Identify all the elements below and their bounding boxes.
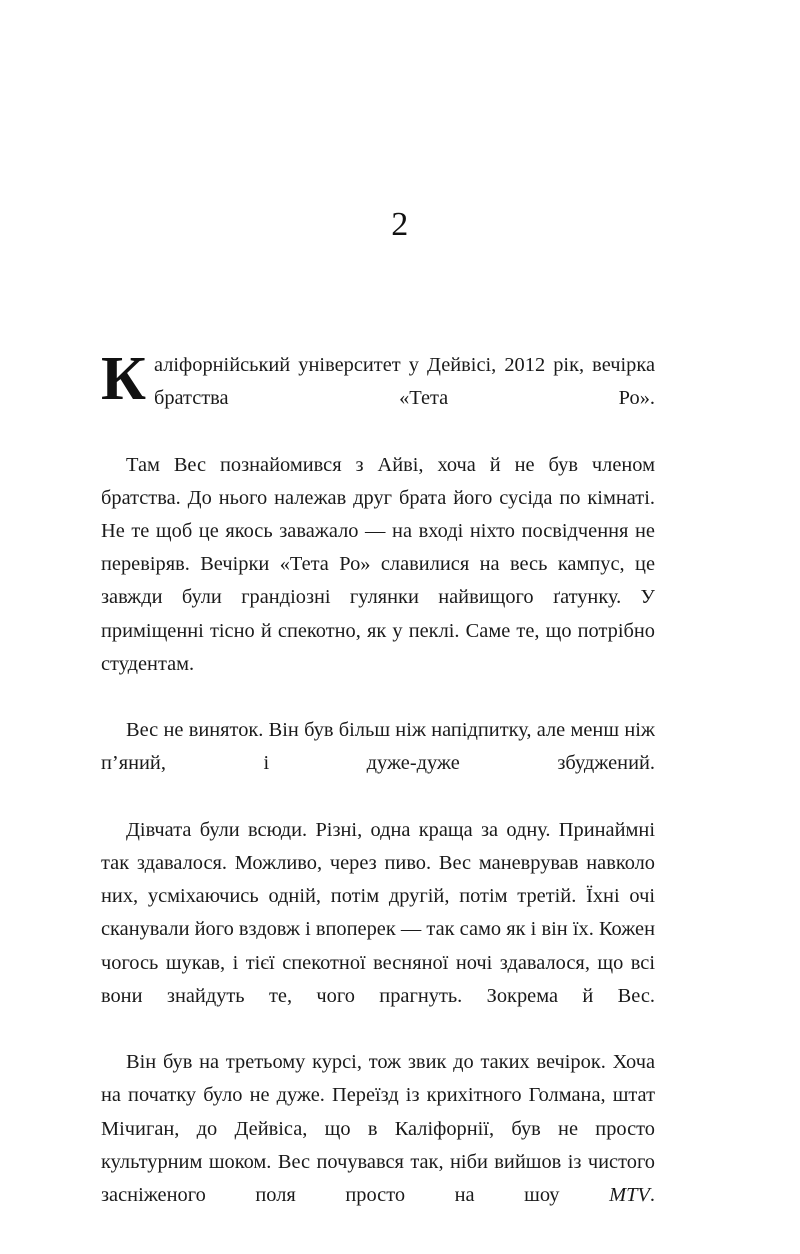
paragraph-2	[101, 449, 655, 715]
paragraph-opening	[101, 345, 655, 449]
paragraph-4	[101, 814, 655, 1046]
paragraph-text: Дівчата були всюди. Різні, одна краща за одну. Принаймні так здавалося. Можливо, через пиво. Вес маневрував навколо них, усміхаючись одній, потім другій, потім третій. Їхні очі сканували його вздовж і впоперек — так само як і він їх. Кожен чогось шукав, і тієї спекотної весняної ночі здавалося, що всі вони знайдуть те, чого прагнуть. Зокрема й Вес.	[101, 818, 655, 1007]
paragraph-text: Там Вес познайомився з Айві, хоча й не був членом братства. До нього належав друг брата його сусіда по кімнаті. Не те щоб це якось заважало — на вході ніхто посвідчення не перевіряв. Вечірки «Тета Ро» славилися на весь кампус, це завжди були грандіозні гулянки найвищого ґатунку. У приміщенні тісно й спекотно, як у пеклі. Саме те, що потрібно студентам.	[101, 453, 655, 675]
paragraph-5	[101, 1046, 655, 1245]
body-text	[101, 345, 655, 1245]
italic-title-mtv: MTV	[609, 1184, 650, 1207]
drop-cap-initial: К	[101, 345, 146, 413]
paragraph-text: Він був на третьому курсі, тож звик до таких вечірок. Хоча на початку було не дуже. Переїзд із крихітного Голмана, штат Мічиган, до Дейвіса, що в Каліфорнії, був не просто культурним шоком. Вес почувався так, ніби вийшов із чистого засніженого поля просто на шоу	[101, 1051, 655, 1207]
paragraph-text-tail: .	[649, 1184, 655, 1207]
paragraph-text: аліфорнійський університет у Дейвісі, 2012 рік, вечірка братства «Тета Ро».	[153, 354, 655, 410]
paragraph-3	[101, 714, 655, 814]
chapter-number: 2	[391, 206, 409, 243]
paragraph-text: Вес не виняток. Він був більш ніж напідпитку, але менш ніж п’яний, і дуже-дуже збуджений.	[101, 719, 655, 775]
